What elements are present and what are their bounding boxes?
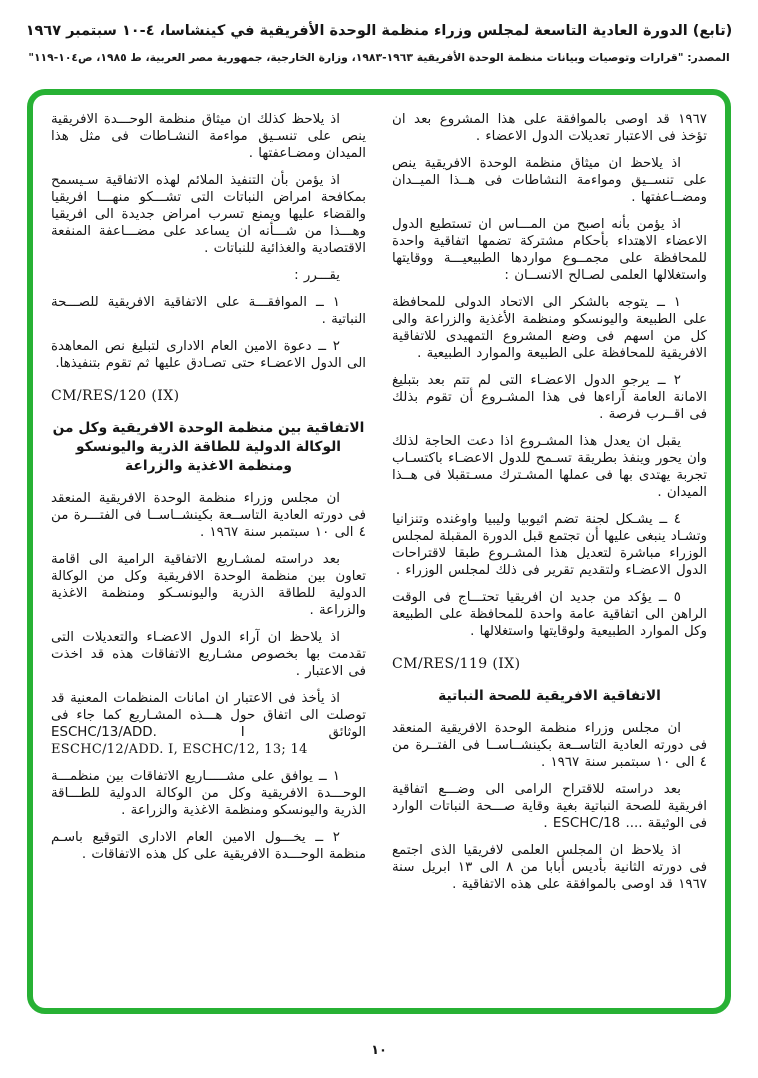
paragraph: اذ يلاحظ كذلك ان ميثاق منظمة الوحـــدة الافريقية ينص على تنسـيق مواءمة النشـاطات فى مثل هذا الميدان ومضـاعفتها . — [51, 112, 366, 161]
header-source-line: المصدر: "قرارات وتوصيات وبيانات منظمة الوحدة الأفريقية ١٩٦٣-١٩٨٣، وزارة الخارجية، جمهورية مصر العربية، ط ١٩٨٥، ص١٠٤-١١٩" — [28, 50, 730, 64]
paragraph: اذ يلاحظ ان المجلس العلمى لافريقيا الذى اجتمع فى دورته الثانية بأديس أبابا من ٨ الى ١٣ ابريل سنة ١٩٦٧ قد اوصى بالموافقة على هذه الاتفاقية . — [392, 843, 707, 892]
header-title: (تابع) الدورة العادية التاسعة لمجلس وزراء منظمة الوحدة الأفريقية في كينشاسا، ٤-١٠ سبتمبر ١٩٦٧ — [25, 23, 733, 39]
green-border-frame — [27, 89, 731, 1014]
paragraph: بعد دراسته لمشـاريع الاتفاقية الرامية الى اقامة تعاون بين منظمة الوحدة الافريقية وكل من الوكالة الدولية للطاقة الذرية واليونسـكو ومنظمة الاغذية والزراعة . — [51, 552, 366, 618]
paragraph: بعد دراسته للاقتراح الرامى الى وضـــع اتفاقية افريقية للصحة النباتية بغية وقاية صـــحة النباتات الوارد فى الوثيقة .... ESCHC/18 . — [392, 782, 707, 831]
numbered-item: ٢ ــ يرجو الدول الاعضـاء التى لم تتم بعد بتبليغ الامانة العامة آراءها فى هذا المشـروع أن تقوم بذلك فى اقــرب فرصة . — [392, 373, 707, 422]
paragraph: يقبل ان يعدل هذا المشـروع اذا دعت الحاجة لذلك وان يحور وينفذ بطريقة تسـمح للدول الاعضـاء باكتسـاب تجربة يهتدى بها فى عملها المشـترك مسـتقبلا فى هــذا الميدان . — [392, 434, 707, 500]
paragraph: اذ يؤمن بأن التنفيذ الملائم لهذه الاتفاقية سـيسمح بمكافحة امراض النباتات التى تشـــكو منهـــا افريقيا والقضاء عليها ويمنع تسرب امراض جديدة الى افريقيا وهـــذا من شـــأنه ان يساعد على مضـــاعفة المنفعة الاقتصادية والغذائية للنباتات . — [51, 173, 366, 256]
resolution-title: الاتفاقية بين منظمة الوحدة الافريقية وكل من الوكالة الدولية للطاقة الذرية واليونسكو ومنظمة الاغذية والزراعة — [52, 420, 365, 474]
resolution-code: CM/RES/120 (IX) — [51, 388, 180, 404]
paragraph: ان مجلس وزراء منظمة الوحدة الافريقية المنعقد فى دورته العادية التاســعة بكينشــاســا فى الفتــرة من ٤ الى ١٠ سبتمبر سنة ١٩٦٧ . — [392, 721, 707, 770]
numbered-item: ٥ ــ يؤكد من جديد ان افريقيا تحتـــاج فى الوقت الراهن الى اتفاقية عامة واحدة للمحافظة على الطبيعة وكل الموارد الطبيعية ولوقايتها واستغلالها . — [392, 590, 707, 639]
paragraph: ١٩٦٧ قد اوصى بالموافقة على هذا المشروع بعد ان تؤخذ فى الاعتبار تعديلات الدول الاعضاء . — [392, 112, 707, 144]
numbered-item: ١ ــ يتوجه بالشكر الى الاتحاد الدولى للمحافظة على الطبيعة واليونسكو ومنظمة الأغذية والزراعة والى كل من اسهم فى وضع المشروع التمهيدى للاتفاقية الافريقية للمحافظة على الطبيعة والموارد الطبيعية . — [392, 295, 707, 361]
column-left — [51, 111, 366, 1000]
resolution-code: CM/RES/119 (IX) — [392, 656, 521, 672]
page-number: ١٠ — [371, 1043, 387, 1058]
resolution-title: الاتفاقية الافريقية للصحة النباتية — [438, 688, 661, 704]
paragraph: اذ يلاحظ ان آراء الدول الاعضـاء والتعديلات التى تقدمت بها بخصوص مشـاريع الاتفاقات هذه قد اخذت فى الاعتبار . — [51, 630, 366, 679]
paragraph: اذ يلاحظ ان ميثاق منظمة الوحدة الافريقية ينص على تنســيق ومواءمة النشاطات فى هــذا الميــدان ومضــاعفتها . — [392, 156, 707, 205]
numbered-item: ٤ ــ يشـكل لجنة تضم اثيوبيا وليبيا واوغنده وتنزانيا وتشـاد ينبغى عليها أن تجتمع قبل الدورة المقبلة لمجلس الوزراء مباشرة لتعديل هذا المشـروع طبقا لاقتراحات الدول الاعضـاء ولتقديم تقرير فى ذلك لمجلس الوزراء . — [392, 512, 707, 578]
paragraph: اذ يؤمن بأنه اصبح من المـــاس ان تستطيع الدول الاعضاء الاهتداء بأحكام مشتركة تضمها اتفاقية واحدة للمحافظة على مجمــوع مواردها الطبيعيـــة ووقايتها واستغلالها العلمى لصـالح الانســان : — [392, 217, 707, 283]
document-references-line: ESCHC/12/ADD. I, ESCHC/12, 13; 14 — [51, 742, 308, 757]
numbered-item: ٢ ــ دعوة الامين العام الادارى لتبليغ نص المعاهدة الى الدول الاعضـاء حتى تصـادق عليها ثم تقوم بتنفيذها. — [51, 339, 366, 371]
paragraph: اذ يأخذ فى الاعتبار ان امانات المنظمات المعنية قد توصلت الى اتفاق حول هـــذه المشـاريع كما جاء فى الوثائق ESCHC/13/ADD. I — [51, 691, 366, 740]
paragraph: ان مجلس وزراء منظمة الوحدة الافريقية المنعقد فى دورته العادية التاســعة بكينشــاســا فى الفتـــرة من ٤ الى ١٠ سبتمبر سنة ١٩٦٧ . — [51, 491, 366, 540]
decision-word: يقـــرر : — [294, 268, 340, 283]
column-right — [392, 111, 707, 1000]
numbered-item: ١ ــ يوافق على مشـــــاريع الاتفاقات بين منظمـــة الوحـــدة الافريقية وكل من الوكالة الدولية للطـــاقة الذرية واليونسكو ومنظمة الاغذية والزراعة . — [51, 769, 366, 818]
numbered-item: ٢ ــ يخـــول الامين العام الادارى التوقيع باسـم منظمة الوحـــدة الافريقية على كل هذه الاتفاقات . — [51, 830, 366, 862]
page-header — [0, 0, 758, 64]
numbered-item: ١ ــ الموافقـــة على الاتفاقية الافريقية للصـــحة النباتية . — [51, 295, 366, 327]
